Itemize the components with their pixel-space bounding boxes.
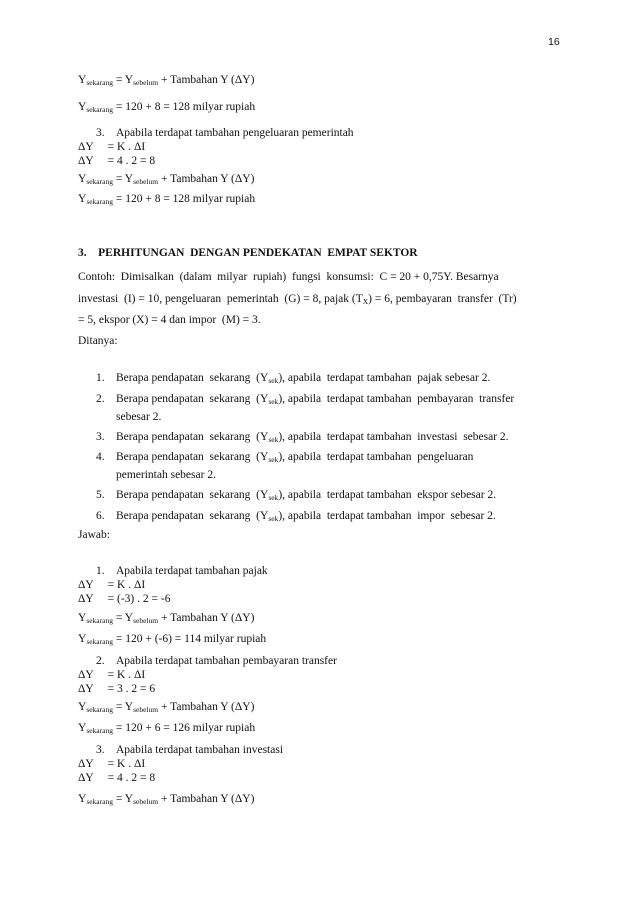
formula-line: $Y_{sekarang} = Y_{sebelum}$ + Tambahan Y (ΔY) — [78, 74, 255, 87]
answer-heading: 1. Apabila terdapat tambahan pajak — [96, 565, 268, 577]
question-item: 3. Berapa pendapatan sekarang $(Y_{sek})$, apabila terdapat tambahan investasi sebesar 2. — [96, 431, 509, 444]
question-item: 4. Berapa pendapatan sekarang $(Y_{sek})$, apabila terdapat tambahan pengeluaran — [96, 451, 474, 464]
result-line: $Y_{sekarang} = 120 + 8 = 128$ milyar rupiah — [78, 101, 256, 114]
formula-line: $Y_{sekarang} = Y_{sebelum}$ + Tambahan Y (ΔY) — [78, 793, 255, 806]
delta-line: ΔY = 4 . 2 = 8 — [78, 772, 156, 784]
ditanya-label: Ditanya: — [78, 335, 118, 347]
paragraph-line: investasi (I) = 10, pengeluaran pemerintah (G) = 8, pajak $(T_X) = 6$, pembayaran transfer (Tr) — [78, 293, 517, 306]
question-continuation: pemerintah sebesar 2. — [116, 469, 216, 481]
result-line: $Y_{sekarang} = 120 + 8 = 128$ milyar rupiah — [78, 193, 256, 206]
jawab-label: Jawab: — [78, 529, 110, 541]
question-item: 1. Berapa pendapatan sekarang $(Y_{sek})$, apabila terdapat tambahan pajak sebesar 2. — [96, 372, 491, 385]
delta-line: ΔY = 4 . 2 = 8 — [78, 155, 156, 167]
formula-line: $Y_{sekarang} = Y_{sebelum}$ + Tambahan Y (ΔY) — [78, 701, 255, 714]
section-heading: 3. PERHITUNGAN DENGAN PENDEKATAN EMPAT SEKTOR — [78, 247, 418, 259]
item-heading: 3. Apabila terdapat tambahan pengeluaran pemerintah — [96, 127, 354, 139]
delta-line: ΔY = (-3) . 2 = -6 — [78, 593, 171, 605]
result-line: $Y_{sekarang} = 120 + (-6) = 114$ milyar rupiah — [78, 633, 267, 646]
delta-line: ΔY = K . ΔI — [78, 141, 146, 153]
question-item: 2. Berapa pendapatan sekarang $(Y_{sek})$, apabila terdapat tambahan pembayaran transfer — [96, 393, 515, 406]
delta-line: ΔY = K . ΔI — [78, 579, 146, 591]
question-item: 5. Berapa pendapatan sekarang $(Y_{sek})$, apabila terdapat tambahan ekspor sebesar 2. — [96, 489, 497, 502]
delta-line: ΔY = K . ΔI — [78, 669, 146, 681]
formula-line: $Y_{sekarang} = Y_{sebelum}$ + Tambahan Y (ΔY) — [78, 173, 255, 186]
answer-heading: 3. Apabila terdapat tambahan investasi — [96, 744, 284, 756]
result-line: $Y_{sekarang} = 120 + 6 = 126$ milyar rupiah — [78, 722, 256, 735]
delta-line: ΔY = 3 . 2 = 6 — [78, 683, 156, 695]
page-number: 16 — [548, 36, 560, 48]
delta-line: ΔY = K . ΔI — [78, 758, 146, 770]
question-item: 6. Berapa pendapatan sekarang $(Y_{sek})$, apabila terdapat tambahan impor sebesar 2. — [96, 510, 496, 523]
question-continuation: sebesar 2. — [116, 411, 162, 423]
paragraph-line: Contoh: Dimisalkan (dalam milyar rupiah) fungsi konsumsi: C = 20 + 0,75Y. Besarnya — [78, 271, 499, 283]
formula-line: $Y_{sekarang} = Y_{sebelum}$ + Tambahan Y (ΔY) — [78, 612, 255, 625]
paragraph-line: = 5, ekspor (X) = 4 dan impor (M) = 3. — [78, 314, 261, 326]
answer-heading: 2. Apabila terdapat tambahan pembayaran transfer — [96, 655, 337, 667]
